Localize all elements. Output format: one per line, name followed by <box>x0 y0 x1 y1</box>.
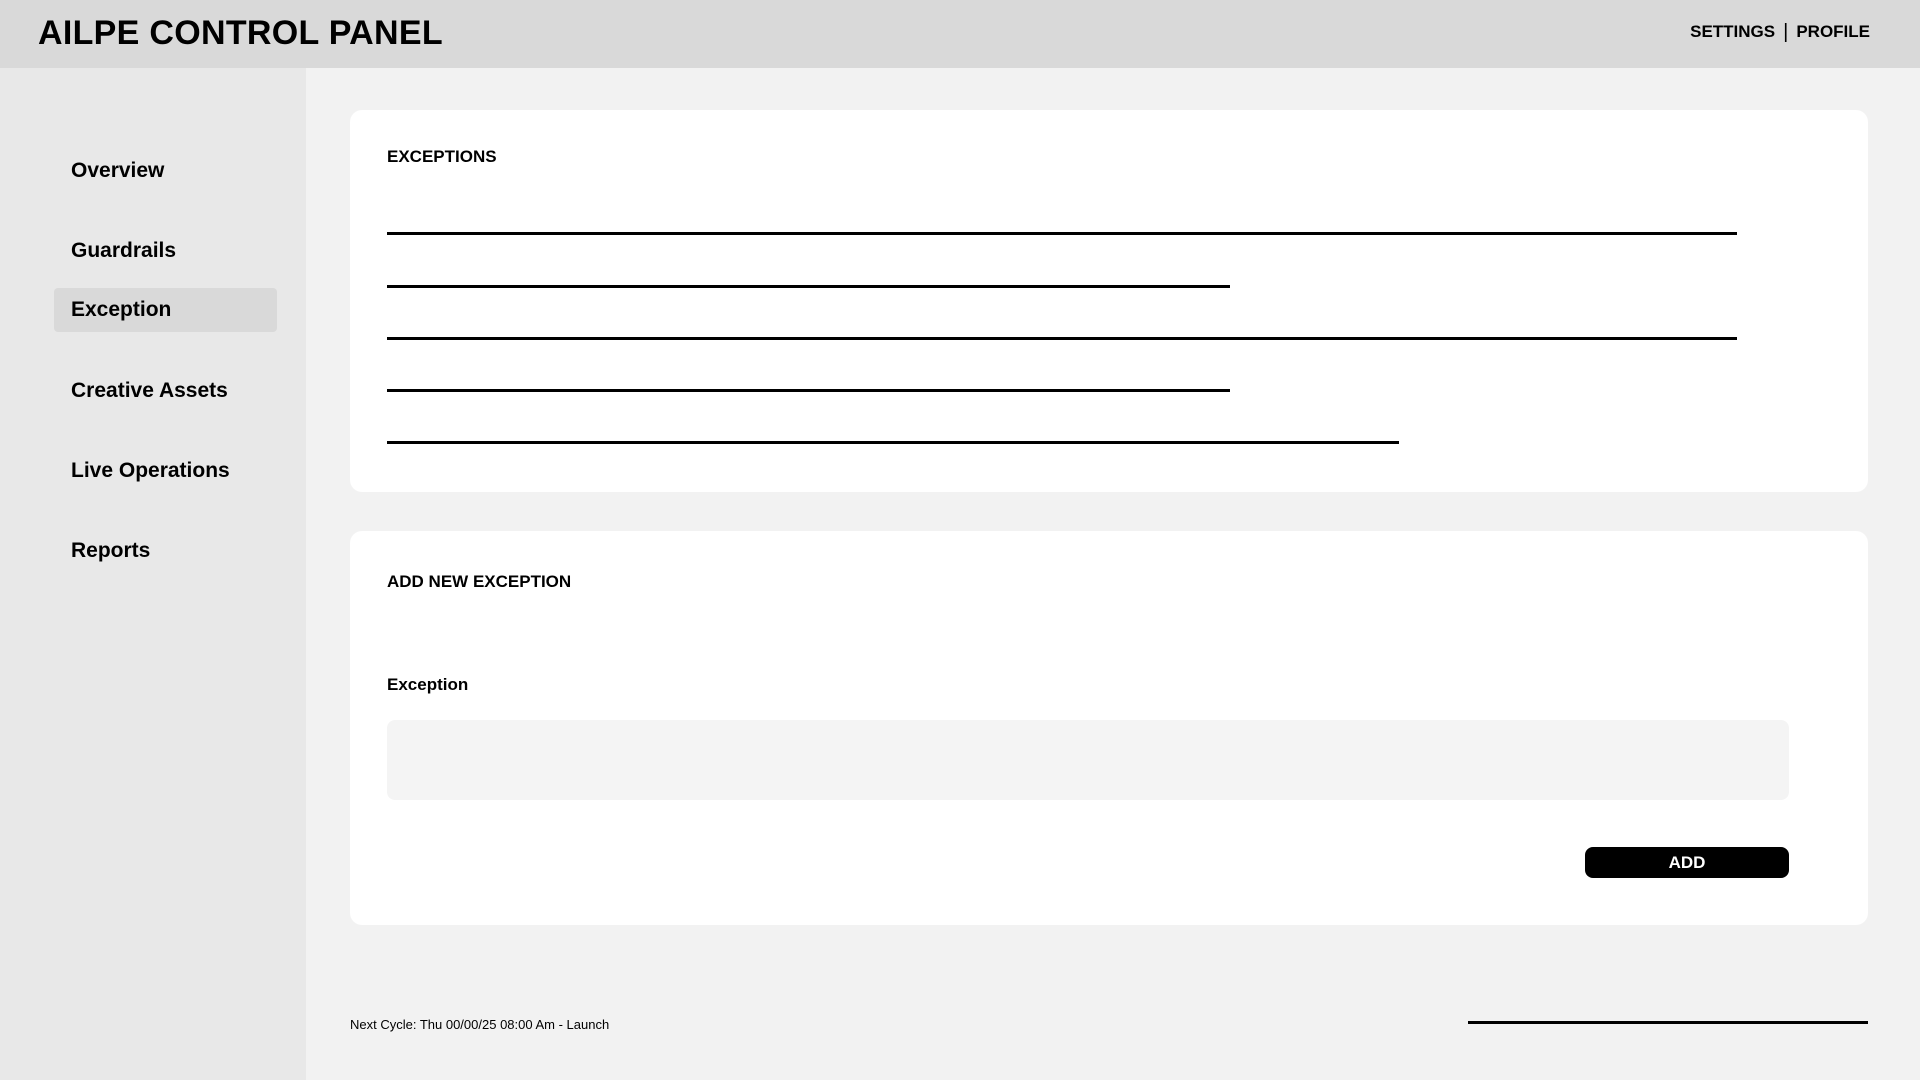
exception-field-label: Exception <box>387 675 469 694</box>
exception-entry-line <box>387 441 1399 444</box>
sidebar-item-live-operations[interactable]: Live Operations <box>71 459 230 482</box>
exceptions-title: EXCEPTIONS <box>387 147 497 166</box>
sidebar-item-creative-assets[interactable]: Creative Assets <box>71 379 228 402</box>
add-exception-title: ADD NEW EXCEPTION <box>387 572 572 591</box>
sidebar-item-reports[interactable]: Reports <box>71 539 151 562</box>
sidebar <box>0 68 306 1080</box>
sidebar-item-guardrails[interactable]: Guardrails <box>71 239 177 262</box>
app-title: AILPE CONTROL PANEL <box>38 14 443 52</box>
top-header <box>0 0 1920 68</box>
settings-link[interactable]: SETTINGS <box>1690 22 1776 41</box>
add-exception-card <box>350 531 1868 925</box>
sidebar-item-overview[interactable]: Overview <box>71 159 165 182</box>
exception-input[interactable] <box>387 720 1789 800</box>
exception-entry-line <box>387 285 1230 288</box>
exception-entry-line <box>387 232 1737 235</box>
exception-entry-line <box>387 337 1737 340</box>
footer-line <box>1468 1021 1868 1024</box>
next-cycle-status: Next Cycle: Thu 00/00/25 08:00 Am - Launch <box>350 1017 610 1032</box>
exception-entry-line <box>387 389 1230 392</box>
header-nav <box>1690 22 1870 42</box>
add-button[interactable]: ADD <box>1585 847 1789 878</box>
exceptions-card <box>350 110 1868 492</box>
nav-separator: | <box>1783 21 1789 43</box>
profile-link[interactable]: PROFILE <box>1796 22 1870 41</box>
sidebar-item-exception[interactable]: Exception <box>54 288 277 332</box>
